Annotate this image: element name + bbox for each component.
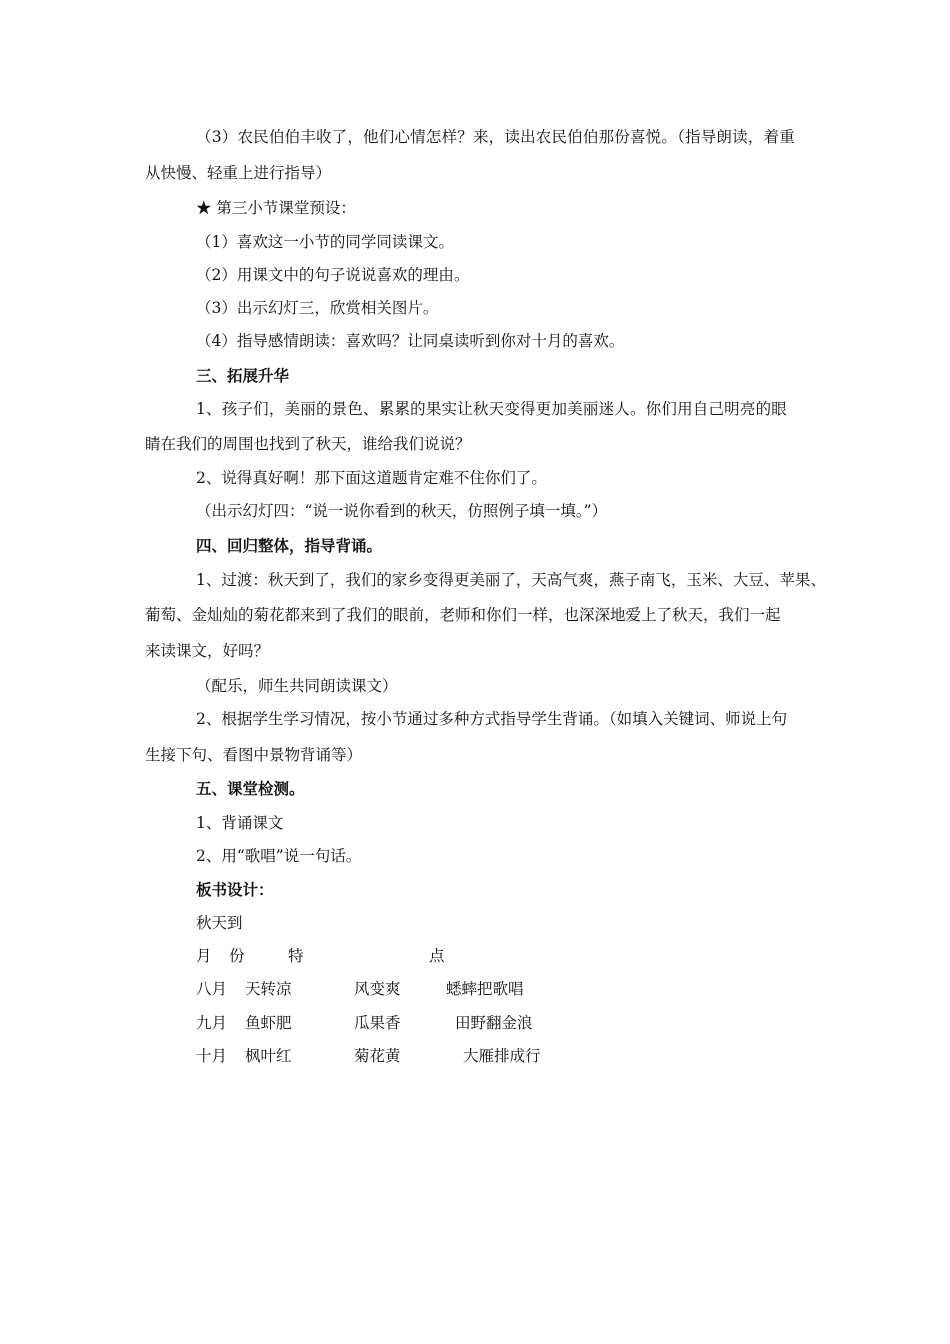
board-cell-month: 十月 xyxy=(196,1047,228,1065)
board-header-feature-1: 特 xyxy=(288,947,304,965)
preset-item-2: （2）用课文中的句子说说喜欢的理由。 xyxy=(196,266,470,284)
extension-item-1-line-1: 1、孩子们，美丽的景色、累累的果实让秋天变得更加美丽迷人。你们用自己明亮的眼 xyxy=(196,400,787,418)
extension-item-2: 2、说得真好啊！那下面这道题肯定难不住你们了。 xyxy=(196,469,547,487)
board-header-month-2: 份 xyxy=(229,947,245,965)
preset-item-1: （1）喜欢这一小节的同学同读课文。 xyxy=(196,233,454,251)
paragraph-3-line-2: 从快慢、轻重上进行指导） xyxy=(145,164,332,182)
recitation-item-1-line-3: 来读课文，好吗？ xyxy=(145,642,270,660)
board-header-feature-2: 点 xyxy=(429,947,445,965)
heading-class-check: 五、课堂检测。 xyxy=(196,779,305,798)
paragraph-3-line-1: （3）农民伯伯丰收了，他们心情怎样？来，读出农民伯伯那份喜悦。（指导朗读，着重 xyxy=(196,128,795,146)
preset-item-4: （4）指导感情朗读：喜欢吗？让同桌读听到你对十月的喜欢。 xyxy=(196,332,625,350)
board-cell-feature-c: 田野翻金浪 xyxy=(455,1014,533,1032)
heading-extension: 三、拓展升华 xyxy=(196,366,290,385)
board-cell-month: 八月 xyxy=(196,980,228,998)
section-3-preset-heading: ★ 第三小节课堂预设： xyxy=(196,199,356,217)
board-cell-feature-a: 鱼虾肥 xyxy=(245,1014,292,1032)
heading-recitation: 四、回归整体，指导背诵。 xyxy=(196,536,383,555)
board-cell-feature-c: 蟋蟀把歌唱 xyxy=(446,980,524,998)
board-title: 秋天到 xyxy=(196,914,243,932)
board-cell-feature-b: 风变爽 xyxy=(354,980,401,998)
check-item-1: 1、背诵课文 xyxy=(196,814,284,832)
board-header-month-1: 月 xyxy=(196,947,212,965)
board-cell-feature-b: 菊花黄 xyxy=(354,1047,401,1065)
recitation-note: （配乐，师生共同朗读课文） xyxy=(196,677,398,695)
board-cell-month: 九月 xyxy=(196,1014,228,1032)
extension-item-3: （出示幻灯四：“说一说你看到的秋天，仿照例子填一填。”） xyxy=(196,502,608,520)
board-cell-feature-a: 枫叶红 xyxy=(245,1047,292,1065)
board-cell-feature-c: 大雁排成行 xyxy=(463,1047,541,1065)
board-design-heading: 板书设计： xyxy=(196,880,274,899)
preset-item-3: （3）出示幻灯三，欣赏相关图片。 xyxy=(196,299,439,317)
extension-item-1-line-2: 睛在我们的周围也找到了秋天，谁给我们说说？ xyxy=(145,435,471,453)
recitation-item-2-line-2: 生接下句、看图中景物背诵等） xyxy=(145,746,363,764)
board-cell-feature-b: 瓜果香 xyxy=(354,1014,401,1032)
board-cell-feature-a: 天转凉 xyxy=(245,980,292,998)
recitation-item-1-line-2: 葡萄、金灿灿的菊花都来到了我们的眼前，老师和你们一样，也深深地爱上了秋天，我们一起 xyxy=(145,606,781,624)
recitation-item-2-line-1: 2、根据学生学习情况，按小节通过多种方式指导学生背诵。（如填入关键词、师说上句 xyxy=(196,710,788,728)
check-item-2: 2、用“歌唱”说一句话。 xyxy=(196,847,362,865)
recitation-item-1-line-1: 1、过渡：秋天到了，我们的家乡变得更美丽了，天高气爽，燕子南飞，玉米、大豆、苹果、 xyxy=(196,571,826,589)
